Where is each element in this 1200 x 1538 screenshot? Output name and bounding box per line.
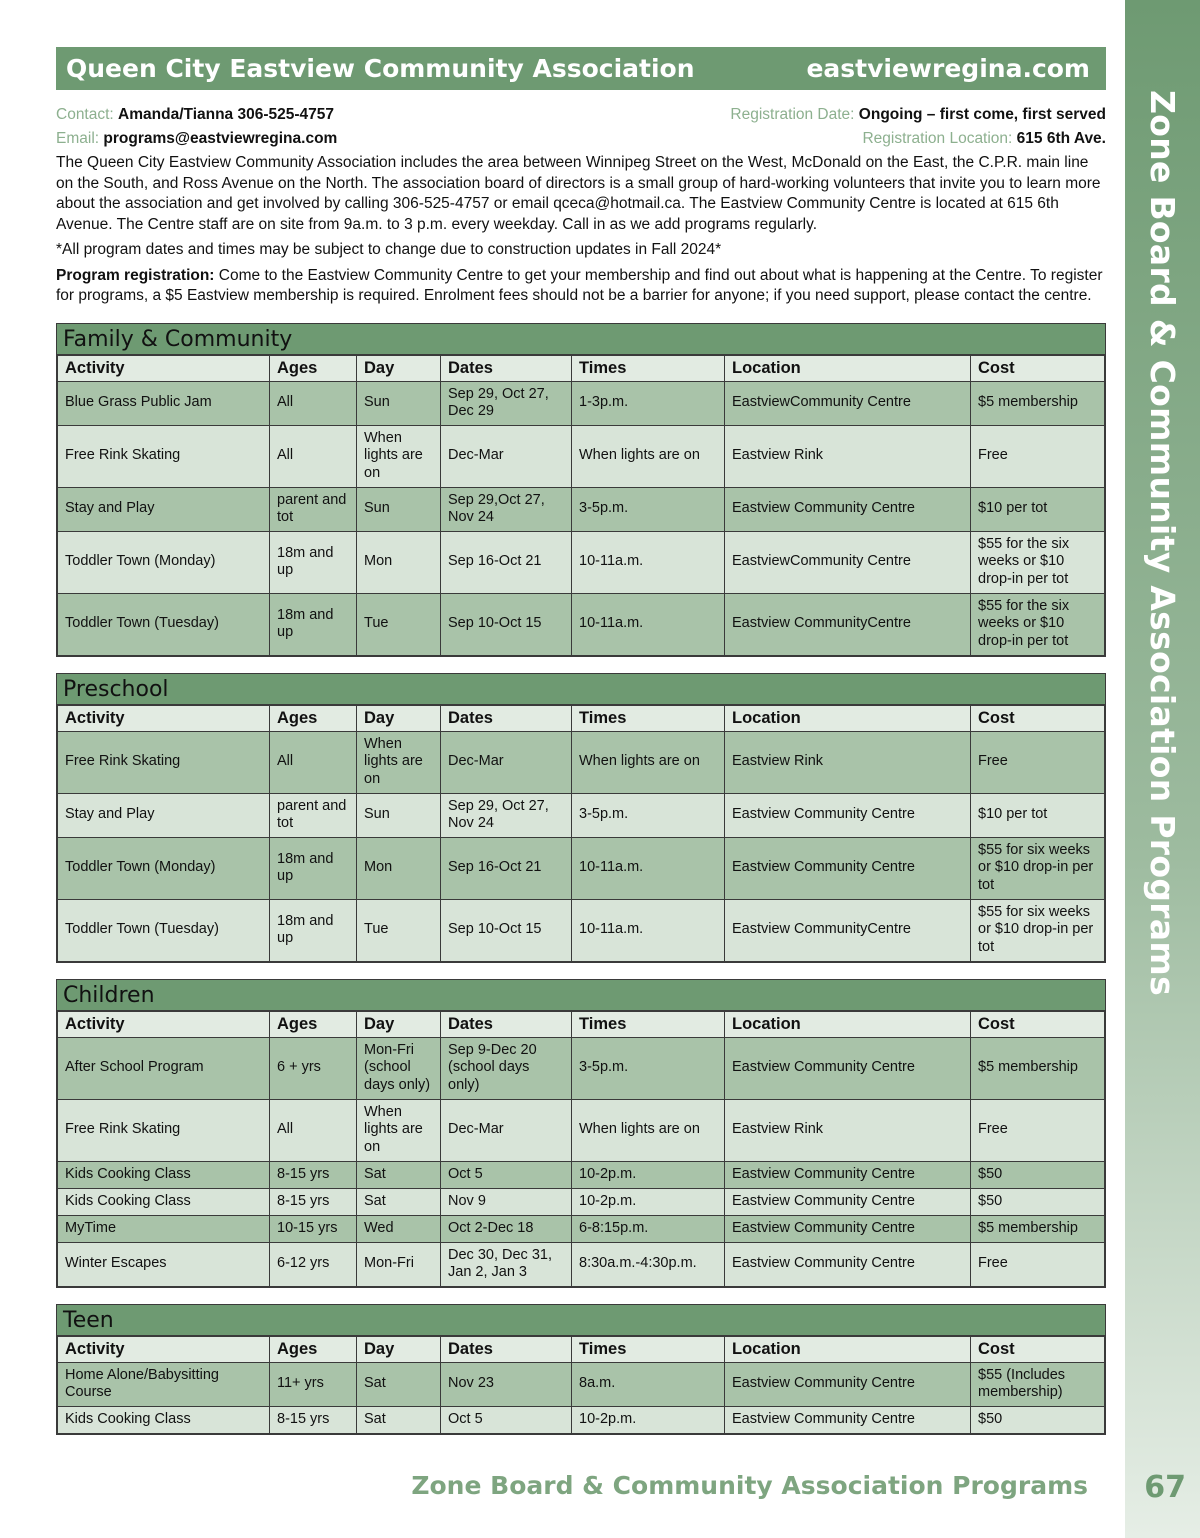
table-cell: All	[270, 731, 357, 793]
contact-value: Amanda/Tianna 306-525-4757	[118, 106, 335, 123]
table-cell: 3-5p.m.	[572, 1037, 725, 1099]
table-cell: $10 per tot	[971, 793, 1105, 837]
table-cell: Eastview Community Centre	[725, 837, 971, 899]
table-cell: $55 for six weeks or $10 drop-in per tot	[971, 899, 1105, 961]
column-header: Cost	[971, 1336, 1105, 1362]
table-cell: Sep 10-Oct 15	[441, 899, 572, 961]
table-cell: $50	[971, 1406, 1105, 1433]
table-cell: When lights are on	[572, 731, 725, 793]
registration-date-label: Registration Date:	[730, 106, 855, 123]
table-cell: Sep 9-Dec 20 (school days only)	[441, 1037, 572, 1099]
email-value[interactable]: programs@eastviewregina.com	[103, 130, 338, 147]
table-cell: When lights are on	[572, 425, 725, 487]
table-cell: Eastview Community Centre	[725, 1242, 971, 1286]
table-row	[58, 381, 1105, 425]
column-header: Dates	[441, 1011, 572, 1037]
table-cell: Free	[971, 1242, 1105, 1286]
column-header: Location	[725, 1011, 971, 1037]
table-cell: 6-8:15p.m.	[572, 1215, 725, 1242]
column-header: Dates	[441, 355, 572, 381]
table-cell: 3-5p.m.	[572, 793, 725, 837]
column-header: Cost	[971, 705, 1105, 731]
table-cell: 8-15 yrs	[270, 1188, 357, 1215]
table-cell: $55 for six weeks or $10 drop-in per tot	[971, 837, 1105, 899]
column-header: Location	[725, 355, 971, 381]
section-children	[56, 979, 1106, 1288]
table-cell: Free	[971, 425, 1105, 487]
table-cell: Winter Escapes	[58, 1242, 270, 1286]
table-cell: Nov 23	[441, 1362, 572, 1406]
table-cell: $55 for the six weeks or $10 drop-in per tot	[971, 531, 1105, 593]
column-header: Day	[357, 1011, 441, 1037]
table-cell: Sun	[357, 487, 441, 531]
table-cell: Sep 16-Oct 21	[441, 531, 572, 593]
column-header: Times	[572, 1011, 725, 1037]
table-cell: Dec-Mar	[441, 425, 572, 487]
table-cell: Eastview Community Centre	[725, 1406, 971, 1433]
table-row	[58, 1099, 1105, 1161]
table-cell: 10-11a.m.	[572, 593, 725, 655]
table-cell: When lights are on	[357, 1099, 441, 1161]
table-cell: Free Rink Skating	[58, 1099, 270, 1161]
table-cell: $55 for the six weeks or $10 drop-in per tot	[971, 593, 1105, 655]
table-cell: Kids Cooking Class	[58, 1161, 270, 1188]
table-cell: When lights are on	[572, 1099, 725, 1161]
footer-title: Zone Board & Community Association Programs	[411, 1471, 1088, 1500]
table-cell: Toddler Town (Tuesday)	[58, 899, 270, 961]
table-cell: Kids Cooking Class	[58, 1406, 270, 1433]
table-cell: Sat	[357, 1161, 441, 1188]
info-row-2	[56, 129, 1106, 149]
registration-text: Come to the Eastview Community Centre to get your membership and find out about what is happening at the Centre. To register for programs, a $5 Eastview membership is required. Enrolment fees should not be a barrier for anyone; if you need support, please contact the centre.	[56, 266, 1103, 304]
table-cell: Eastview CommunityCentre	[725, 899, 971, 961]
table-row	[58, 425, 1105, 487]
table-cell: All	[270, 1099, 357, 1161]
email-label: Email:	[56, 130, 100, 147]
table-row	[58, 793, 1105, 837]
table-cell: 10-2p.m.	[572, 1406, 725, 1433]
table-cell: Sep 29,Oct 27, Nov 24	[441, 487, 572, 531]
table-cell: 8a.m.	[572, 1362, 725, 1406]
table-cell: 11+ yrs	[270, 1362, 357, 1406]
table-row	[58, 731, 1105, 793]
column-header: Ages	[270, 705, 357, 731]
table-cell: 6 + yrs	[270, 1037, 357, 1099]
association-website[interactable]: eastviewregina.com	[806, 54, 1090, 83]
table-cell: parent and tot	[270, 487, 357, 531]
table-cell: EastviewCommunity Centre	[725, 531, 971, 593]
table-cell: $50	[971, 1188, 1105, 1215]
table-row	[58, 1215, 1105, 1242]
page-number: 67	[1144, 1470, 1186, 1505]
column-header: Location	[725, 705, 971, 731]
registration-location-label: Registration Location:	[862, 130, 1013, 147]
table-cell: Nov 9	[441, 1188, 572, 1215]
table-cell: Dec-Mar	[441, 1099, 572, 1161]
table-cell: Sat	[357, 1406, 441, 1433]
table-cell: Mon	[357, 837, 441, 899]
table-cell: Eastview Community Centre	[725, 1215, 971, 1242]
table-cell: 10-2p.m.	[572, 1188, 725, 1215]
table-cell: 10-11a.m.	[572, 531, 725, 593]
column-header: Day	[357, 705, 441, 731]
table-row	[58, 1161, 1105, 1188]
table-cell: 8-15 yrs	[270, 1161, 357, 1188]
table-cell: Sun	[357, 381, 441, 425]
registration-date-value: Ongoing – first come, first served	[858, 106, 1106, 123]
table-cell: When lights are on	[357, 425, 441, 487]
table-cell: Sep 29, Oct 27, Dec 29	[441, 381, 572, 425]
table-cell: MyTime	[58, 1215, 270, 1242]
column-header: Day	[357, 1336, 441, 1362]
sidebar-title: Zone Board & Community Association Programs	[1143, 90, 1182, 997]
table-cell: Mon-Fri	[357, 1242, 441, 1286]
table-cell: Eastview Community Centre	[725, 487, 971, 531]
section-title: Teen	[57, 1305, 1105, 1336]
column-header: Activity	[58, 1011, 270, 1037]
table-cell: 18m and up	[270, 531, 357, 593]
table-row	[58, 1037, 1105, 1099]
table-cell: Wed	[357, 1215, 441, 1242]
table-cell: Eastview CommunityCentre	[725, 593, 971, 655]
table-row	[58, 593, 1105, 655]
association-banner	[56, 47, 1106, 90]
table-cell: 10-15 yrs	[270, 1215, 357, 1242]
table-cell: Eastview Rink	[725, 425, 971, 487]
sidebar-band	[1125, 0, 1200, 1538]
table-cell: Toddler Town (Tuesday)	[58, 593, 270, 655]
association-description: The Queen City Eastview Community Association includes the area between Winnipeg Street on the West, McDonald on the East, the C.P.R. main line on the South, and Ross Avenue on the North. The association board of directors is a small group of hard-working volunteers that invite you to learn more about the association and get involved by calling 306-525-4757 or email qceca@hotmail.ca. The Eastview Community Centre is located at 615 6th Avenue. The Centre staff are on site from 9a.m. to 3 p.m. every weekday. Call in as we add programs regularly.	[56, 154, 1101, 233]
table-cell: 18m and up	[270, 593, 357, 655]
section-teen	[56, 1304, 1106, 1435]
table-cell: Sep 10-Oct 15	[441, 593, 572, 655]
table-row	[58, 487, 1105, 531]
registration-label: Program registration:	[56, 266, 215, 284]
table-cell: $10 per tot	[971, 487, 1105, 531]
table-cell: Tue	[357, 899, 441, 961]
table-cell: Oct 5	[441, 1161, 572, 1188]
table-cell: 18m and up	[270, 837, 357, 899]
table-cell: Eastview Community Centre	[725, 1188, 971, 1215]
program-table	[57, 1011, 1105, 1287]
table-cell: $5 membership	[971, 381, 1105, 425]
table-cell: Dec-Mar	[441, 731, 572, 793]
table-cell: $5 membership	[971, 1215, 1105, 1242]
section-title: Family & Community	[57, 324, 1105, 355]
section-preschool	[56, 673, 1106, 963]
table-cell: Free	[971, 731, 1105, 793]
table-cell: Free Rink Skating	[58, 425, 270, 487]
program-table	[57, 355, 1105, 656]
table-cell: Home Alone/Babysitting Course	[58, 1362, 270, 1406]
table-cell: Dec 30, Dec 31, Jan 2, Jan 3	[441, 1242, 572, 1286]
program-table	[57, 705, 1105, 962]
schedule-note: *All program dates and times may be subject to change due to construction updates in Fall 2024*	[56, 241, 722, 258]
table-cell: Toddler Town (Monday)	[58, 531, 270, 593]
table-cell: Free	[971, 1099, 1105, 1161]
column-header: Cost	[971, 1011, 1105, 1037]
contact-label: Contact:	[56, 106, 114, 123]
table-row	[58, 1188, 1105, 1215]
table-cell: Tue	[357, 593, 441, 655]
table-cell: Sep 16-Oct 21	[441, 837, 572, 899]
column-header: Activity	[58, 355, 270, 381]
column-header: Activity	[58, 705, 270, 731]
association-name: Queen City Eastview Community Association	[66, 54, 695, 83]
table-cell: Eastview Rink	[725, 1099, 971, 1161]
table-cell: All	[270, 381, 357, 425]
contact-info	[56, 105, 1106, 149]
table-cell: Eastview Community Centre	[725, 1037, 971, 1099]
program-table	[57, 1336, 1105, 1434]
column-header: Times	[572, 1336, 725, 1362]
table-cell: All	[270, 425, 357, 487]
table-row	[58, 531, 1105, 593]
table-cell: 3-5p.m.	[572, 487, 725, 531]
table-cell: 10-11a.m.	[572, 837, 725, 899]
table-cell: 1-3p.m.	[572, 381, 725, 425]
info-row-1	[56, 105, 1106, 125]
column-header: Cost	[971, 355, 1105, 381]
table-cell: Sat	[357, 1188, 441, 1215]
table-cell: Sun	[357, 793, 441, 837]
table-row	[58, 899, 1105, 961]
section-title: Preschool	[57, 674, 1105, 705]
table-cell: 10-11a.m.	[572, 899, 725, 961]
table-cell: parent and tot	[270, 793, 357, 837]
column-header: Activity	[58, 1336, 270, 1362]
table-cell: 8:30a.m.-4:30p.m.	[572, 1242, 725, 1286]
column-header: Ages	[270, 1011, 357, 1037]
table-cell: When lights are on	[357, 731, 441, 793]
column-header: Dates	[441, 705, 572, 731]
table-cell: Toddler Town (Monday)	[58, 837, 270, 899]
table-cell: 10-2p.m.	[572, 1161, 725, 1188]
table-cell: Mon-Fri (school days only)	[357, 1037, 441, 1099]
table-cell: Oct 2-Dec 18	[441, 1215, 572, 1242]
table-row	[58, 837, 1105, 899]
table-row	[58, 1242, 1105, 1286]
column-header: Location	[725, 1336, 971, 1362]
column-header: Ages	[270, 355, 357, 381]
table-cell: Sat	[357, 1362, 441, 1406]
table-cell: 18m and up	[270, 899, 357, 961]
table-cell: $50	[971, 1161, 1105, 1188]
table-cell: Stay and Play	[58, 793, 270, 837]
table-cell: EastviewCommunity Centre	[725, 381, 971, 425]
column-header: Ages	[270, 1336, 357, 1362]
table-cell: Free Rink Skating	[58, 731, 270, 793]
table-cell: Eastview Community Centre	[725, 1362, 971, 1406]
registration-paragraph	[56, 266, 1106, 307]
table-cell: 6-12 yrs	[270, 1242, 357, 1286]
table-cell: Sep 29, Oct 27, Nov 24	[441, 793, 572, 837]
table-row	[58, 1362, 1105, 1406]
table-cell: Eastview Rink	[725, 731, 971, 793]
table-cell: Blue Grass Public Jam	[58, 381, 270, 425]
table-cell: Kids Cooking Class	[58, 1188, 270, 1215]
section-family-community	[56, 323, 1106, 657]
table-cell: Eastview Community Centre	[725, 793, 971, 837]
section-title: Children	[57, 980, 1105, 1011]
program-sections	[56, 323, 1106, 1435]
table-cell: Mon	[357, 531, 441, 593]
column-header: Dates	[441, 1336, 572, 1362]
column-header: Times	[572, 705, 725, 731]
table-row	[58, 1406, 1105, 1433]
table-cell: Eastview Community Centre	[725, 1161, 971, 1188]
table-cell: $55 (Includes membership)	[971, 1362, 1105, 1406]
table-cell: After School Program	[58, 1037, 270, 1099]
column-header: Day	[357, 355, 441, 381]
table-cell: Oct 5	[441, 1406, 572, 1433]
table-cell: Stay and Play	[58, 487, 270, 531]
column-header: Times	[572, 355, 725, 381]
table-cell: $5 membership	[971, 1037, 1105, 1099]
main-content	[56, 47, 1106, 1435]
registration-location-value: 615 6th Ave.	[1016, 130, 1106, 147]
table-cell: 8-15 yrs	[270, 1406, 357, 1433]
